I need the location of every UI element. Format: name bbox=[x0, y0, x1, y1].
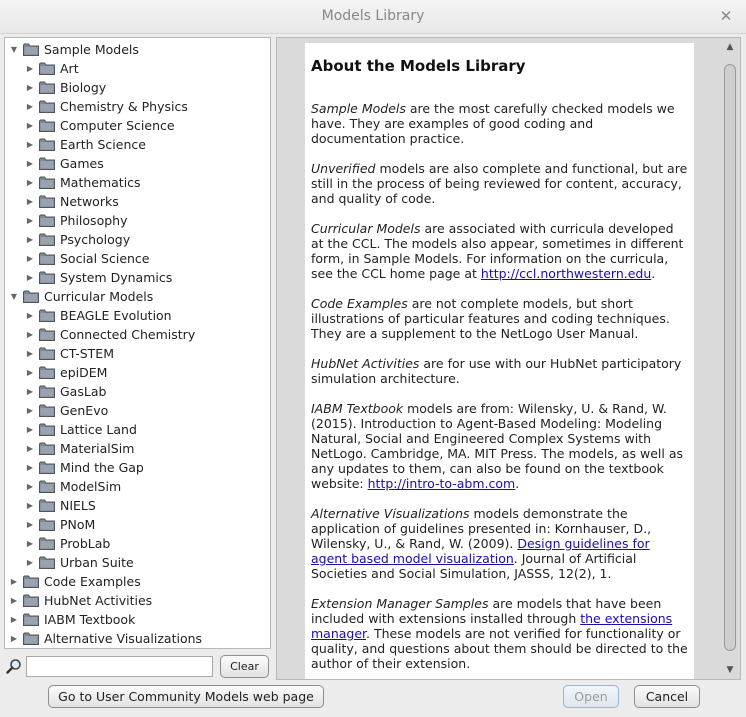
tree-item[interactable] bbox=[25, 306, 172, 325]
collapsed-arrow-icon[interactable]: ▶ bbox=[10, 615, 18, 624]
tree-item[interactable] bbox=[25, 249, 150, 268]
clear-button[interactable]: Clear bbox=[220, 655, 269, 678]
collapsed-arrow-icon[interactable]: ▶ bbox=[26, 102, 34, 111]
about-paragraph-unverified bbox=[311, 161, 688, 206]
folder-icon bbox=[39, 62, 55, 75]
collapsed-arrow-icon[interactable]: ▶ bbox=[26, 368, 34, 377]
about-paragraph-curricular bbox=[311, 221, 688, 281]
collapsed-arrow-icon[interactable]: ▶ bbox=[26, 444, 34, 453]
folder-icon bbox=[39, 404, 55, 417]
cancel-button[interactable]: Cancel bbox=[634, 685, 700, 708]
collapsed-arrow-icon[interactable]: ▶ bbox=[10, 634, 18, 643]
tree-item[interactable] bbox=[25, 534, 110, 553]
text: are associated with curricula developed at the CCL. The models also appear, sometimes in different form, in Sample Models. For information on the curricula, see the CCL home page at bbox=[311, 221, 684, 281]
folder-icon bbox=[23, 613, 39, 626]
folder-icon bbox=[39, 233, 55, 246]
folder-icon bbox=[39, 157, 55, 170]
text: . Journal of Artificial Societies and Social Simulation, JASSS, 12(2), 1. bbox=[311, 551, 637, 581]
collapsed-arrow-icon[interactable]: ▶ bbox=[26, 425, 34, 434]
tree-item[interactable] bbox=[25, 496, 96, 515]
folder-icon bbox=[39, 385, 55, 398]
tree-item-label: System Dynamics bbox=[60, 270, 173, 285]
guidelines-link[interactable]: Design guidelines for agent based model visualization bbox=[311, 536, 650, 566]
tree-item[interactable] bbox=[25, 363, 107, 382]
folder-icon bbox=[39, 138, 55, 151]
folder-icon bbox=[39, 252, 55, 265]
collapsed-arrow-icon[interactable]: ▶ bbox=[26, 330, 34, 339]
term: IABM Textbook bbox=[311, 401, 404, 416]
collapsed-arrow-icon[interactable]: ▶ bbox=[26, 273, 34, 282]
folder-icon bbox=[39, 271, 55, 284]
tree-item-label: Sample Models bbox=[44, 42, 139, 57]
tree-item-label: MaterialSim bbox=[60, 441, 135, 456]
tree-item-label: Computer Science bbox=[60, 118, 175, 133]
text: are not complete models, but short illustrations of particular features and coding techniques. They are a supplement to the NetLogo User Manual. bbox=[311, 296, 670, 341]
term: Curricular Models bbox=[311, 221, 421, 236]
folder-icon bbox=[39, 347, 55, 360]
about-page bbox=[305, 43, 694, 679]
tree-item-label: Urban Suite bbox=[60, 555, 134, 570]
term: Unverified bbox=[311, 161, 376, 176]
about-paragraph-alt-vis bbox=[311, 506, 688, 581]
folder-icon bbox=[39, 81, 55, 94]
folder-icon bbox=[23, 575, 39, 588]
tree-item[interactable] bbox=[25, 382, 106, 401]
collapsed-arrow-icon[interactable]: ▶ bbox=[26, 140, 34, 149]
tree-item[interactable] bbox=[25, 477, 121, 496]
collapsed-arrow-icon[interactable]: ▶ bbox=[26, 311, 34, 320]
folder-icon bbox=[39, 119, 55, 132]
title-bar bbox=[0, 0, 746, 34]
text: models demonstrate the application of guidelines presented in: Kornhauser, D., Wilensky, U., & Rand, W. (2009). bbox=[311, 506, 652, 551]
collapsed-arrow-icon[interactable]: ▶ bbox=[26, 406, 34, 415]
tree-item-label: Earth Science bbox=[60, 137, 146, 152]
tree-item[interactable] bbox=[25, 230, 130, 249]
collapsed-arrow-icon[interactable]: ▶ bbox=[26, 64, 34, 73]
folder-icon bbox=[39, 176, 55, 189]
text: models are also complete and functional, but are still in the process of being reviewed for content, accuracy, and quality of code. bbox=[311, 161, 688, 206]
folder-icon bbox=[23, 632, 39, 645]
collapsed-arrow-icon[interactable]: ▶ bbox=[26, 520, 34, 529]
tree-item[interactable] bbox=[25, 173, 141, 192]
collapsed-arrow-icon[interactable]: ▶ bbox=[26, 121, 34, 130]
text: are the most carefully checked models we have. They are examples of good coding and documentation practice. bbox=[311, 101, 675, 146]
tree-item[interactable] bbox=[25, 344, 114, 363]
text: . bbox=[651, 266, 656, 281]
collapsed-arrow-icon[interactable]: ▶ bbox=[26, 254, 34, 263]
tree-item-label: Mind the Gap bbox=[60, 460, 144, 475]
tree-item-label: Philosophy bbox=[60, 213, 128, 228]
tree-item[interactable] bbox=[9, 610, 135, 629]
collapsed-arrow-icon[interactable]: ▶ bbox=[26, 463, 34, 472]
tree-item-label: GenEvo bbox=[60, 403, 109, 418]
tree-item[interactable] bbox=[25, 116, 175, 135]
tree-item-label: ProbLab bbox=[60, 536, 111, 551]
about-panel bbox=[276, 37, 741, 680]
scroll-down-icon[interactable]: ▼ bbox=[726, 665, 734, 675]
tree-item[interactable] bbox=[9, 40, 139, 59]
collapsed-arrow-icon[interactable]: ▶ bbox=[26, 558, 34, 567]
close-icon[interactable]: ✕ bbox=[719, 7, 733, 25]
scroll-up-icon[interactable]: ▲ bbox=[726, 42, 734, 52]
tree-item-label: Biology bbox=[60, 80, 107, 95]
about-scrollbar[interactable] bbox=[722, 38, 738, 679]
tree-item[interactable] bbox=[25, 268, 172, 287]
about-paragraph-hubnet bbox=[311, 356, 688, 386]
tree-item[interactable] bbox=[25, 97, 188, 116]
tree-item[interactable] bbox=[9, 287, 153, 306]
about-heading: About the Models Library bbox=[311, 57, 526, 75]
folder-icon bbox=[23, 43, 39, 56]
tree-item-label: Social Science bbox=[60, 251, 150, 266]
tree-item-label: HubNet Activities bbox=[44, 593, 153, 608]
folder-icon bbox=[23, 594, 39, 607]
tree-item-label: Networks bbox=[60, 194, 119, 209]
text: models are from: Wilensky, U. & Rand, W. (2015). Introduction to Agent-Based Modeling: Modeling Natural, Social and Engineered Complex Systems with NetLogo. Cambridge, MA. MIT Press. The models, as well as any updates to them, can also be found on the textbook website: bbox=[311, 401, 684, 491]
tree-item-label: Mathematics bbox=[60, 175, 141, 190]
extensions-manager-link[interactable]: the extensions manager bbox=[311, 611, 673, 641]
tree-item[interactable] bbox=[9, 629, 202, 648]
term: Alternative Visualizations bbox=[311, 506, 470, 521]
tree-item-label: IABM Textbook bbox=[44, 612, 136, 627]
tree-item-label: GasLab bbox=[60, 384, 107, 399]
folder-icon bbox=[39, 214, 55, 227]
collapsed-arrow-icon[interactable]: ▶ bbox=[26, 159, 34, 168]
term: HubNet Activities bbox=[311, 356, 420, 371]
about-paragraph-sample bbox=[311, 101, 688, 146]
collapsed-arrow-icon[interactable]: ▶ bbox=[26, 197, 34, 206]
tree-item[interactable] bbox=[25, 420, 137, 439]
collapsed-arrow-icon[interactable]: ▶ bbox=[26, 387, 34, 396]
tree-item-label: epiDEM bbox=[60, 365, 108, 380]
folder-icon bbox=[39, 442, 55, 455]
tree-item-label: Psychology bbox=[60, 232, 131, 247]
folder-icon bbox=[23, 290, 39, 303]
collapsed-arrow-icon[interactable]: ▶ bbox=[26, 501, 34, 510]
tree-item[interactable] bbox=[25, 78, 106, 97]
about-paragraph-extension bbox=[311, 596, 688, 671]
open-button[interactable]: Open bbox=[563, 685, 619, 708]
text: . bbox=[515, 476, 520, 491]
folder-icon bbox=[39, 556, 55, 569]
tree-item[interactable] bbox=[25, 154, 104, 173]
folder-icon bbox=[39, 423, 55, 436]
folder-icon bbox=[39, 499, 55, 512]
tree-item-label: Games bbox=[60, 156, 104, 171]
text: . These models are not verified for functionality or quality, and questions about them should be directed to the author of their extension. bbox=[311, 626, 688, 671]
tree-item-label: Alternative Visualizations bbox=[44, 631, 203, 646]
tree-item[interactable] bbox=[25, 59, 79, 78]
about-paragraph-code-examples bbox=[311, 296, 688, 341]
tree-item-label: Art bbox=[60, 61, 79, 76]
scroll-thumb[interactable] bbox=[724, 64, 736, 651]
tree-item[interactable] bbox=[25, 211, 127, 230]
magnifier-icon bbox=[6, 658, 22, 674]
collapsed-arrow-icon[interactable]: ▶ bbox=[26, 482, 34, 491]
folder-icon bbox=[39, 195, 55, 208]
about-paragraph-iabm bbox=[311, 401, 688, 491]
folder-icon bbox=[39, 518, 55, 531]
tree-item-label: PNoM bbox=[60, 517, 96, 532]
folder-icon bbox=[39, 100, 55, 113]
collapsed-arrow-icon[interactable]: ▶ bbox=[10, 577, 18, 586]
ccl-link[interactable]: http://ccl.northwestern.edu bbox=[480, 266, 652, 281]
collapsed-arrow-icon[interactable]: ▶ bbox=[26, 83, 34, 92]
text: are for use with our HubNet participatory simulation architecture. bbox=[311, 356, 682, 386]
community-models-button[interactable]: Go to User Community Models web page bbox=[48, 685, 324, 708]
folder-icon bbox=[39, 537, 55, 550]
folder-icon bbox=[39, 328, 55, 341]
tree-item[interactable] bbox=[25, 515, 95, 534]
collapsed-arrow-icon[interactable]: ▶ bbox=[10, 596, 18, 605]
tree-item[interactable] bbox=[25, 458, 144, 477]
abm-link[interactable]: http://intro-to-abm.com bbox=[367, 476, 516, 491]
collapsed-arrow-icon[interactable]: ▶ bbox=[26, 216, 34, 225]
tree-item[interactable] bbox=[25, 401, 108, 420]
term: Extension Manager Samples bbox=[311, 596, 489, 611]
folder-icon bbox=[39, 309, 55, 322]
tree-item-label: ModelSim bbox=[60, 479, 122, 494]
scroll-track[interactable] bbox=[724, 56, 736, 661]
term: Sample Models bbox=[311, 101, 406, 116]
collapsed-arrow-icon[interactable]: ▶ bbox=[26, 349, 34, 358]
tree-item[interactable] bbox=[25, 325, 195, 344]
tree-item-label: Lattice Land bbox=[60, 422, 137, 437]
search-input[interactable] bbox=[26, 656, 213, 677]
term: Code Examples bbox=[311, 296, 408, 311]
collapsed-arrow-icon[interactable]: ▶ bbox=[26, 235, 34, 244]
tree-item-label: CT-STEM bbox=[60, 346, 114, 361]
tree-item-label: Connected Chemistry bbox=[60, 327, 196, 342]
window-title: Models Library bbox=[321, 8, 425, 24]
expanded-arrow-icon[interactable]: ▼ bbox=[10, 45, 18, 54]
tree-item[interactable] bbox=[25, 553, 134, 572]
text: are models that have been included with extensions installed through bbox=[311, 596, 662, 626]
tree-item[interactable] bbox=[25, 135, 146, 154]
tree-item-label: BEAGLE Evolution bbox=[60, 308, 172, 323]
tree-item[interactable] bbox=[25, 192, 119, 211]
folder-icon bbox=[39, 480, 55, 493]
tree-item[interactable] bbox=[25, 439, 134, 458]
expanded-arrow-icon[interactable]: ▼ bbox=[10, 292, 18, 301]
tree-item-label: Code Examples bbox=[44, 574, 141, 589]
models-tree[interactable] bbox=[4, 37, 271, 649]
tree-item-label: Curricular Models bbox=[44, 289, 154, 304]
tree-item-label: Chemistry & Physics bbox=[60, 99, 188, 114]
folder-icon bbox=[39, 461, 55, 474]
folder-icon bbox=[39, 366, 55, 379]
collapsed-arrow-icon[interactable]: ▶ bbox=[26, 539, 34, 548]
tree-item[interactable] bbox=[9, 572, 141, 591]
tree-item[interactable] bbox=[9, 591, 152, 610]
tree-item-label: NIELS bbox=[60, 498, 96, 513]
collapsed-arrow-icon[interactable]: ▶ bbox=[26, 178, 34, 187]
